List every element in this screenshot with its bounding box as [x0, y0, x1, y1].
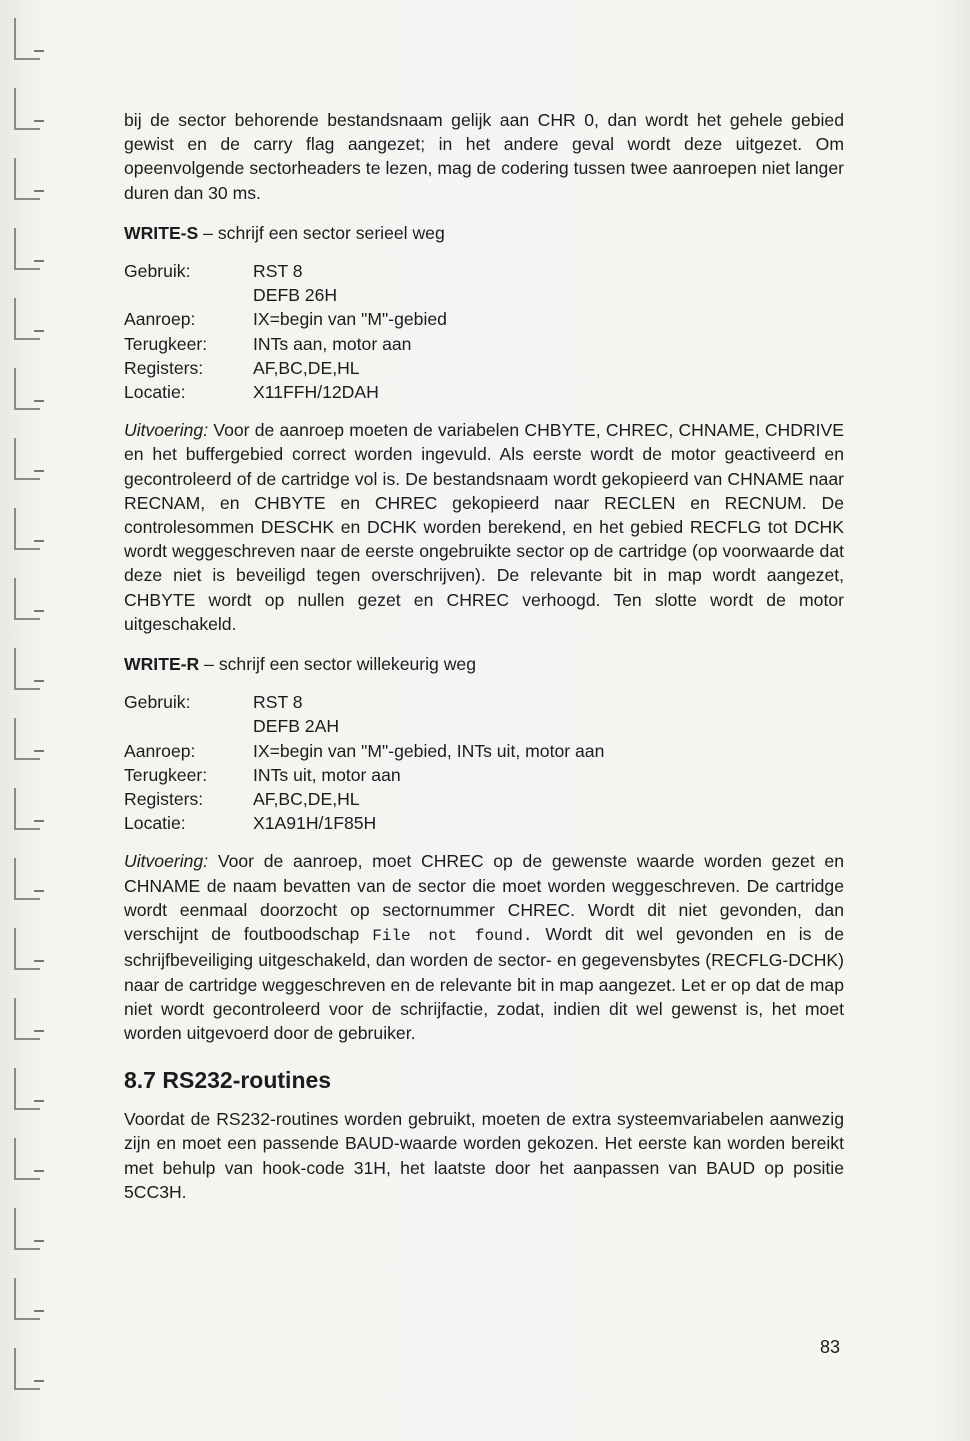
spec-row	[124, 739, 604, 763]
routine-description: schrijf een sector serieel weg	[217, 222, 445, 243]
spec-row	[124, 690, 604, 714]
routine-name: WRITE-S	[124, 222, 199, 243]
binding-hole	[14, 18, 40, 60]
section-paragraph: Voordat de RS232-routines worden gebruikt, moeten de extra systeemvariabelen aanwezig zijn en moet een passende BAUD-waarde worden gekozen. Het eerste kan worden bereikt met behulp van hook-code 31H, het laatste door het aanpassen van BAUD op positie 5CC3H.	[124, 1109, 844, 1202]
spec-value: IX=begin van "M"-gebied, INTs uit, motor aan	[253, 740, 605, 761]
spec-key	[124, 283, 253, 307]
binding-hole	[14, 1138, 40, 1180]
spec-value: DEFB 26H	[253, 285, 338, 306]
section-heading: 8.7 RS232-routines	[124, 1067, 332, 1094]
binding-hole	[14, 718, 40, 760]
routine-name: WRITE-R	[124, 654, 200, 675]
uitvoering-label: Uitvoering:	[124, 851, 209, 872]
spec-key: Registers:	[124, 789, 204, 810]
spec-key: Terugkeer:	[124, 333, 208, 354]
spec-row	[124, 763, 604, 787]
spec-key	[124, 714, 253, 738]
spec-key: Terugkeer:	[124, 764, 208, 785]
page-content	[124, 108, 844, 1204]
spec-value: IX=begin van "M"-gebied	[253, 309, 447, 330]
spec-value: RST 8	[253, 261, 303, 282]
uitvoering-text: Voor de aanroep, moet CHREC op de gewenste waarde worden gezet en CHNAME de naam bevatten van de sector die moet worden weggeschreven. De cartridge wordt eenmaal doorzocht op sectornummer CHREC. Wordt dit niet gevonden, dan verschijnt de foutboodschap	[124, 851, 844, 945]
uitvoering-text: Voor de aanroep moeten de variabelen CHBYTE, CHREC, CHNAME, CHDRIVE en het buffergebied correct worden ingevuld. Als eerste wordt de motor geactiveerd en gecontroleerd of de cartridge vol is. De bestandsnaam wordt gekopieerd van CHNAME naar RECNAM, en CHBYTE en CHREC gekopieerd naar RECLEN en RECNUM. De controlesommen DESCHK en DCHK worden berekend, en het gebied RECFLG tot DCHK wordt weggeschreven naar de eerste ongebruikte sector op de cartridge (op voorwaarde dat deze niet is beveiligd tegen overschrijven). De relevante bit in map wordt aangezet, CHBYTE wordt op nullen gezet en CHREC verhoogd. Ten slotte wordt de motor uitgeschakeld.	[124, 420, 845, 634]
write-s-spec-table	[124, 259, 447, 404]
binding-hole	[14, 648, 40, 690]
spec-row	[124, 356, 447, 380]
binding-hole	[14, 158, 40, 200]
spec-value: AF,BC,DE,HL	[253, 357, 360, 378]
spec-row	[124, 811, 604, 835]
spec-row	[124, 787, 604, 811]
binding-hole	[14, 1348, 40, 1390]
dash: –	[203, 222, 213, 243]
spec-row	[124, 714, 604, 738]
binding-hole	[14, 1208, 40, 1250]
spec-row	[124, 380, 447, 404]
spec-key: Gebruik:	[124, 261, 191, 282]
binding-hole	[14, 788, 40, 830]
binding-hole	[14, 368, 40, 410]
write-s-heading	[124, 221, 844, 245]
binding-hole	[14, 298, 40, 340]
spec-key: Locatie:	[124, 382, 186, 403]
spec-value: AF,BC,DE,HL	[253, 789, 360, 810]
binding-hole	[14, 578, 40, 620]
error-message-code: File not found.	[372, 927, 533, 946]
write-r-spec-table	[124, 690, 604, 835]
spiral-binding	[14, 0, 44, 1441]
spec-row	[124, 283, 447, 307]
spec-value: DEFB 2AH	[253, 716, 340, 737]
spec-value: RST 8	[253, 692, 303, 713]
spec-row	[124, 259, 447, 283]
write-r-heading	[124, 652, 844, 676]
spec-key: Gebruik:	[124, 692, 191, 713]
spec-value: INTs uit, motor aan	[253, 764, 401, 785]
binding-hole	[14, 1068, 40, 1110]
spec-value: INTs aan, motor aan	[253, 333, 412, 354]
routine-description: schrijf een sector willekeurig weg	[218, 654, 476, 675]
binding-hole	[14, 508, 40, 550]
spec-row	[124, 307, 447, 331]
uitvoering-text: Wordt dit wel gevonden en is de schrijfbeveiliging uitgeschakeld, dan worden de sector- en gegevensbytes (RECFLG-DCHK) naar de cartridge weggeschreven en de relevante bit in map aangezet. Let er op dat de map niet wordt gecontroleerd voor de schrijfactie, zodat, indien dit wel gewenst is, het moet worden uitgevoerd door de gebruiker.	[124, 924, 845, 1043]
write-r-uitvoering	[124, 849, 844, 1045]
binding-hole	[14, 998, 40, 1040]
dash: –	[204, 654, 214, 675]
spec-value: X11FFH/12DAH	[253, 382, 379, 403]
binding-hole	[14, 438, 40, 480]
write-s-uitvoering	[124, 418, 844, 636]
binding-hole	[14, 228, 40, 270]
spec-value: X1A91H/1F85H	[253, 813, 377, 834]
spec-key: Aanroep:	[124, 740, 196, 761]
binding-hole	[14, 928, 40, 970]
binding-hole	[14, 1278, 40, 1320]
spec-row	[124, 332, 447, 356]
spec-key: Locatie:	[124, 813, 186, 834]
intro-paragraph: bij de sector behorende bestandsnaam gelijk aan CHR 0, dan wordt het gehele gebied gewist en de carry flag aangezet; in het andere geval wordt deze uitgezet. Om opeenvolgende sectorheaders te lezen, mag de codering tussen twee aanroepen niet langer duren dan 30 ms.	[124, 110, 844, 203]
spec-key: Aanroep:	[124, 309, 196, 330]
spec-key: Registers:	[124, 357, 204, 378]
page-number: 83	[820, 1337, 841, 1357]
binding-hole	[14, 858, 40, 900]
binding-hole	[14, 88, 40, 130]
uitvoering-label: Uitvoering:	[124, 420, 209, 441]
